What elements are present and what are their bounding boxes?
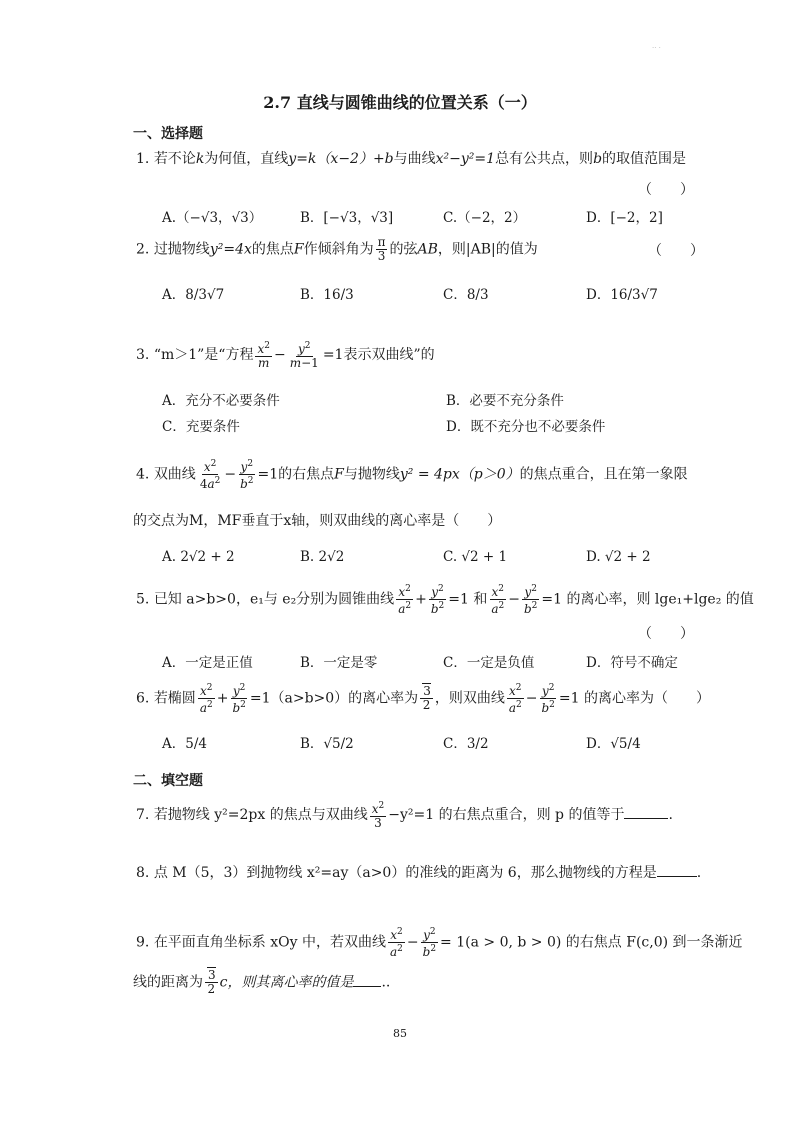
section-heading-fill: 二、填空题 (133, 773, 203, 789)
question-6: 6. 若椭圆 $\frac{x^2}{a^2}$ + $\frac{y^2}{b^2}$ =1（a>b>0）的离心率为 $\frac{3}{2}$ ，则双曲线 $\frac{x^2}{a^2}$ − $\frac{y^2}{b^2}$ =1 的离心率为（ ） (136, 683, 710, 715)
question-7: 7. 若抛物线 y²=2px 的焦点与双曲线 $\frac{x^2}{3}$ −y²=1 的右焦点重合，则 p 的值等于 . (136, 801, 673, 830)
q4-option-c: C. √2 + 1 (443, 549, 508, 565)
q2-option-d: D．16/3√7 (586, 287, 658, 303)
q4-option-a: A. 2√2 + 2 (162, 549, 235, 565)
answer-paren-2: （ ） (648, 243, 704, 259)
q4-option-b: B. 2√2 (300, 549, 345, 565)
question-8: 8. 点 M（5，3）到抛物线 x²=ay（a>0）的准线的距离为 6，那么抛物线的方程是 . (136, 865, 702, 881)
q5-option-a: A．一定是正值 (162, 655, 253, 671)
q2-option-b: B．16/3 (300, 287, 354, 303)
q6-option-a: A．5/4 (162, 736, 207, 752)
question-1: 1. 若不论k为何值，直线y=k（x−2）+b与曲线x²−y²=1总有公共点，则b的取值范围是 (136, 151, 687, 167)
q4-option-d: D. √2 + 2 (586, 549, 651, 565)
q1-option-b: B．[−√3，√3] (300, 210, 394, 226)
answer-blank-7[interactable] (624, 818, 668, 819)
section-heading-choice: 一、选择题 (133, 126, 203, 142)
question-3: 3. “m＞1”是“方程 $\frac{x^2}{m}$ − $\frac{y^2}{m-1}$ =1表示双曲线”的 (136, 341, 435, 370)
q3-option-d: D．既不充分也不必要条件 (446, 419, 606, 435)
q5-option-c: C．一定是负值 (443, 655, 535, 671)
q6-option-d: D．√5/4 (586, 736, 641, 752)
answer-paren-5: （ ） (638, 626, 694, 642)
answer-paren-1: （ ） (638, 182, 694, 198)
angle-fraction: $\frac{\pi}{3}$ (377, 235, 386, 263)
q2-option-a: A．8/3√7 (162, 287, 225, 303)
question-2: 2. 过抛物线y²=4x的焦点F作倾斜角为 $\frac{\pi}{3}$ 的弦AB，则|AB|的值为 (136, 235, 538, 263)
q3-option-c: C．充要条件 (162, 419, 240, 435)
question-5: 5. 已知 a>b>0，e₁与 e₂分别为圆锥曲线 $\frac{x^2}{a^2}$ + $\frac{y^2}{b^2}$ =1 和 $\frac{x^2}{a^2}$ − $\frac{y^2}{b^2}$ =1 的离心率，则 lge₁+lge₂ 的值 (136, 584, 754, 616)
question-4-line-2: 的交点为M，MF垂直于x轴，则双曲线的离心率是（ ） (133, 513, 502, 529)
answer-blank-9[interactable] (353, 986, 381, 987)
page-number: 85 (393, 1027, 407, 1040)
page-title: 2.7 直线与圆锥曲线的位置关系（一） (263, 93, 537, 112)
answer-blank-8[interactable] (657, 876, 697, 877)
q5-option-d: D．符号不确定 (586, 655, 678, 671)
q1-option-a: A.（−√3，√3） (162, 210, 263, 226)
q1-option-c: C.（−2，2） (443, 210, 527, 226)
q6-option-c: C．3/2 (443, 736, 489, 752)
q1-option-d: D．[−2，2] (586, 210, 663, 226)
q5-option-b: B．一定是零 (300, 655, 378, 671)
q6-option-b: B．√5/2 (300, 736, 354, 752)
q2-option-c: C．8/3 (443, 287, 489, 303)
q3-option-b: B．必要不充分条件 (446, 393, 564, 409)
question-4: 4. 双曲线 $\frac{x^2}{4a^2}$ − $\frac{y^2}{b^2}$ =1的右焦点F与抛物线y² = 4px（p＞0）的焦点重合，且在第一象限 (136, 459, 688, 491)
q3-option-a: A．充分不必要条件 (162, 393, 280, 409)
question-9-line-2: 线的距离为 $\frac{3}{2}$ c，则其离心率的值是 .. (133, 968, 391, 996)
question-9: 9. 在平面直角坐标系 xOy 中，若双曲线 $\frac{x^2}{a^2}$ − $\frac{y^2}{b^2}$ = 1(a > 0, b > 0) 的右焦点 F(c,0) 到一条渐近 (136, 927, 743, 959)
scan-speck: ·· · (652, 44, 661, 52)
